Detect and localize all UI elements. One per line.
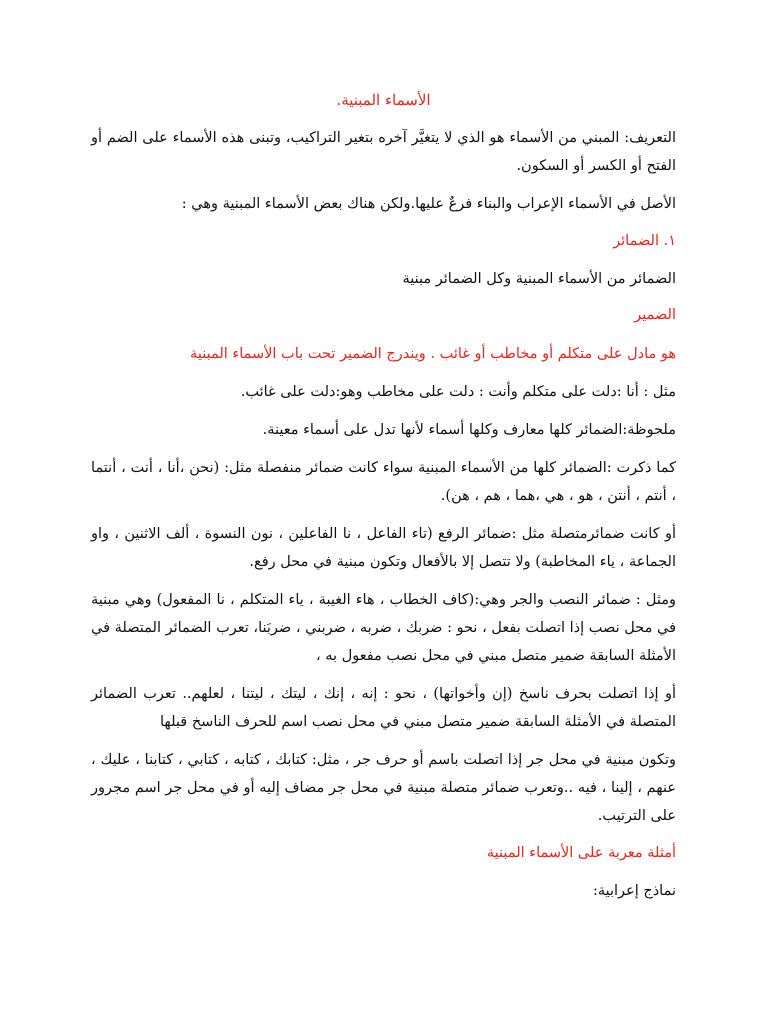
inna-pronouns-paragraph: أو إذا اتصلت بحرف ناسخ (إن وأخواتها) ، نحو : إنه ، إنك ، ليتك ، ليتنا ، لعلهم.. تعرب الضمائر المتصلة في الأمثلة السابقة ضمير متصل مبني في محل نصب اسم للحرف الناسخ قبلها bbox=[91, 686, 676, 730]
principle-paragraph: الأصل في الأسماء الإعراب والبناء فرعٌ عليها.ولكن هناك بعض الأسماء المبنية وهي : bbox=[181, 196, 676, 212]
pronoun-definition-paragraph: هو مادل على متكلم أو مخاطب أو غائب . ويندرج الضمير تحت باب الأسماء المبنية bbox=[190, 346, 676, 362]
attached-pronouns-paragraph: أو كانت ضمائرمتصلة مثل :ضمائر الرفع (تاء الفاعل ، نا الفاعلين ، نون النسوة ، ألف الاثنين ، واو الجماعة ، ياء المخاطبة) ولا تتصل إلا بالأفعال وتكون مبنية في محل رفع. bbox=[91, 526, 676, 570]
note-paragraph: ملحوظة:الضمائر كلها معارف وكلها أسماء لأنها تدل على أسماء معينة. bbox=[262, 422, 676, 438]
section-heading-pronouns: ١. الضمائر bbox=[613, 233, 676, 249]
example-paragraph: مثل : أنا :دلت على متكلم وأنت : دلت على مخاطب وهو:دلت على غائب. bbox=[240, 384, 676, 400]
section-heading-pronoun: الضمير bbox=[634, 307, 676, 323]
document-title: الأسماء المبنية. bbox=[336, 91, 431, 109]
parsing-models-paragraph: نماذج إعرابية: bbox=[592, 883, 676, 899]
definition-paragraph: التعريف: المبني من الأسماء هو الذي لا يتغيَّر آخره بتغير التراكيب، وتبنى هذه الأسماء على الضم أو الفتح أو الكسر أو السكون. bbox=[91, 130, 676, 174]
section-heading-examples: أمثلة معربة على الأسماء المبنية bbox=[486, 845, 676, 861]
separate-pronouns-paragraph: كما ذكرت :الضمائر كلها من الأسماء المبنية سواء كانت ضمائر منفصلة مثل: (نحن ،أنا ، أنت ، أنتما ، أنتم ، أنتن ، هو ، هي ،هما ، هم ، هن). bbox=[91, 460, 676, 504]
document-page bbox=[91, 88, 676, 914]
pronouns-intro-paragraph: الضمائر من الأسماء المبنية وكل الضمائر مبنية bbox=[402, 271, 676, 287]
genitive-pronouns-paragraph: وتكون مبنية في محل جر إذا اتصلت باسم أو حرف جر ، مثل: كتابك ، كتابه ، كتابي ، كتابنا ، عليك ، عنهم ، إلينا ، فيه ..وتعرب ضمائر متصلة مبنية في محل جر مضاف إليه أو في محل جر اسم مجرور على الترتيب. bbox=[91, 752, 676, 824]
accusative-pronouns-paragraph: ومثل : ضمائر النصب والجر وهي:(كاف الخطاب ، هاء الغيبة ، ياء المتكلم ، نا المفعول) وهي مبنية في محل نصب إذا اتصلت بفعل ، نحو : ضربك ، ضربه ، ضربني ، ضربَنا، تعرب الضمائر المتصلة في الأمثلة السابقة ضمير متصل مبني في محل نصب مفعول به ، bbox=[91, 592, 676, 664]
